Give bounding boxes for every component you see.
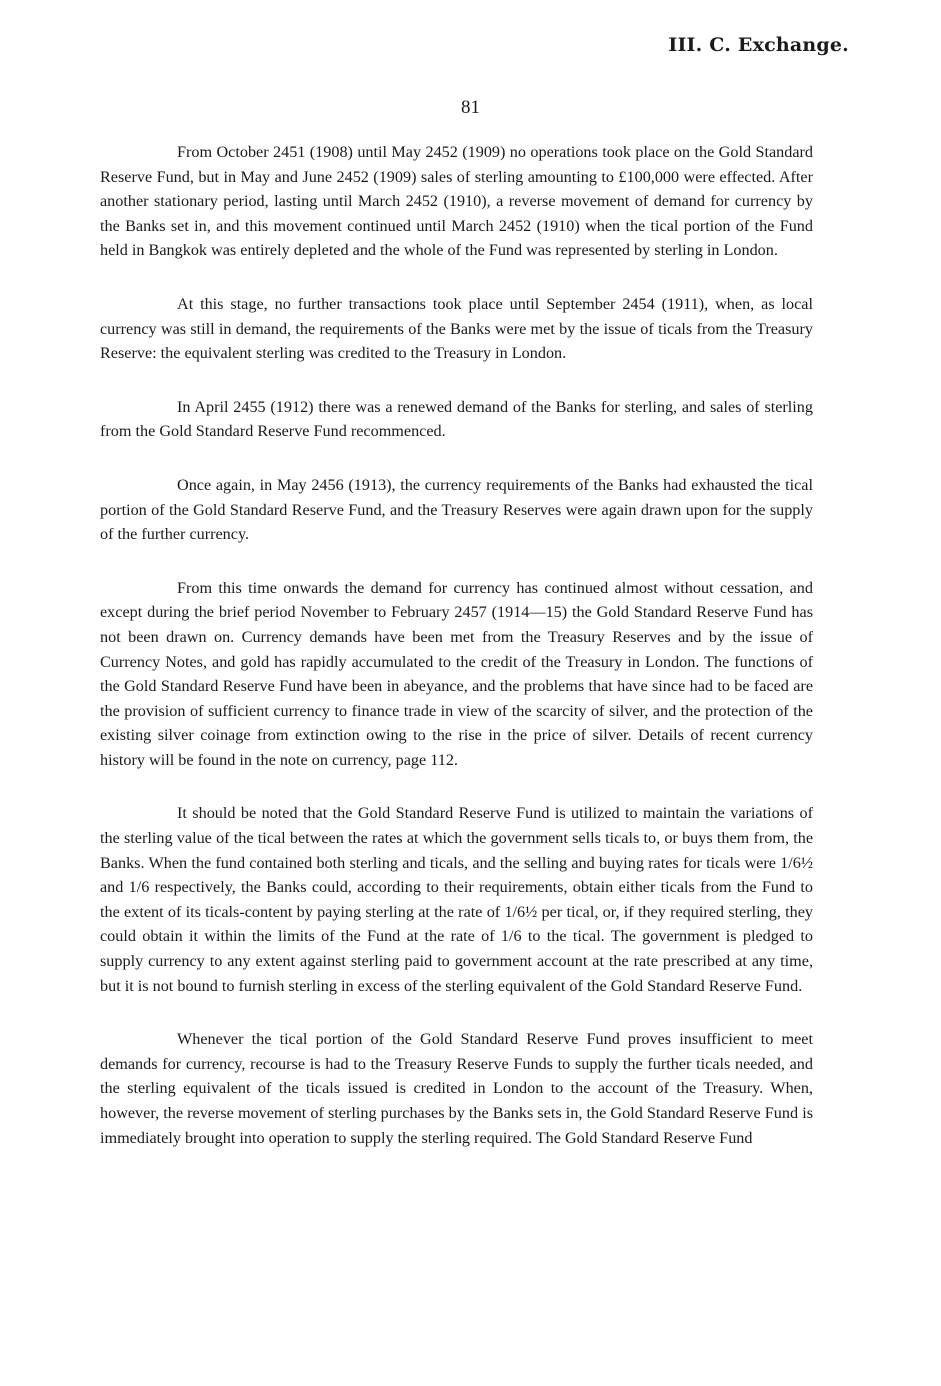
paragraph: In April 2455 (1912) there was a renewed demand of the Banks for sterling, and sales of sterling from the Gold Standard Reserve Fund recommenced. (100, 397, 813, 441)
paragraph: Whenever the tical portion of the Gold Standard Reserve Fund proves insufficient to meet demands for currency, recourse is had to the Treasury Reserve Funds to supply the further ticals needed, and the sterling equivalent of the ticals issued is credited in London to the account of the Treasury. When, however, the reverse movement of sterling purchases by the Banks sets in, the Gold Standard Reserve Fund is immediately brought into operation to supply the sterling required. The Gold Standard Reserve Fund (100, 1030, 813, 1147)
section-header: III. C. Exchange. (668, 34, 849, 56)
paragraph: From this time onwards the demand for currency has continued almost without cessation, and except during the brief period November to February 2457 (1914—15) the Gold Standard Reserve Fund has not been drawn on. Currency demands have been met from the Treasury Reserves and by the issue of Currency Notes, and gold has rapidly accumulated to the credit of the Treasury in London. The functions of the Gold Standard Reserve Fund have been in abeyance, and the problems that have since had to be faced are the provision of sufficient currency to finance trade in view of the scarcity of silver, and the protection of the existing silver coinage from extinction owing to the rise in the price of silver. Details of recent currency history will be found in the note on currency, page 112. (100, 578, 813, 769)
document-body (100, 140, 813, 1150)
paragraph: At this stage, no further transactions took place until September 2454 (1911), when, as local currency was still in demand, the requirements of the Banks were met by the issue of ticals from the Treasury Reserve: the equivalent sterling was credited to the Treasury in London. (100, 294, 813, 363)
paragraph: It should be noted that the Gold Standard Reserve Fund is utilized to maintain the variations of the sterling value of the tical between the rates at which the government sells ticals to, or buys them from, the Banks. When the fund contained both sterling and ticals, and the selling and buying rates for ticals were 1/6½ and 1/6 respectively, the Banks could, according to their requirements, obtain either ticals from the Fund to the extent of its ticals-content by paying sterling at the rate of 1/6½ per tical, or, if they required sterling, they could obtain it within the limits of the Fund at the rate of 1/6 to the tical. The government is pledged to supply currency to any extent against sterling paid to government account at the rate prescribed at any time, but it is not bound to furnish sterling in excess of the sterling equivalent of the Gold Standard Reserve Fund. (100, 804, 813, 995)
page-number: 81 (461, 97, 480, 118)
paragraph: Once again, in May 2456 (1913), the currency requirements of the Banks had exhausted the tical portion of the Gold Standard Reserve Fund, and the Treasury Reserves were again drawn upon for the supply of the further currency. (100, 475, 813, 544)
paragraph: From October 2451 (1908) until May 2452 (1909) no operations took place on the Gold Standard Reserve Fund, but in May and June 2452 (1909) sales of sterling amounting to £100,000 were effected. After another stationary period, lasting until March 2452 (1910), a reverse movement of demand for currency by the Banks set in, and this movement continued until March 2452 (1910) when the tical portion of the Fund held in Bangkok was entirely depleted and the whole of the Fund was represented by sterling in London. (100, 143, 813, 260)
